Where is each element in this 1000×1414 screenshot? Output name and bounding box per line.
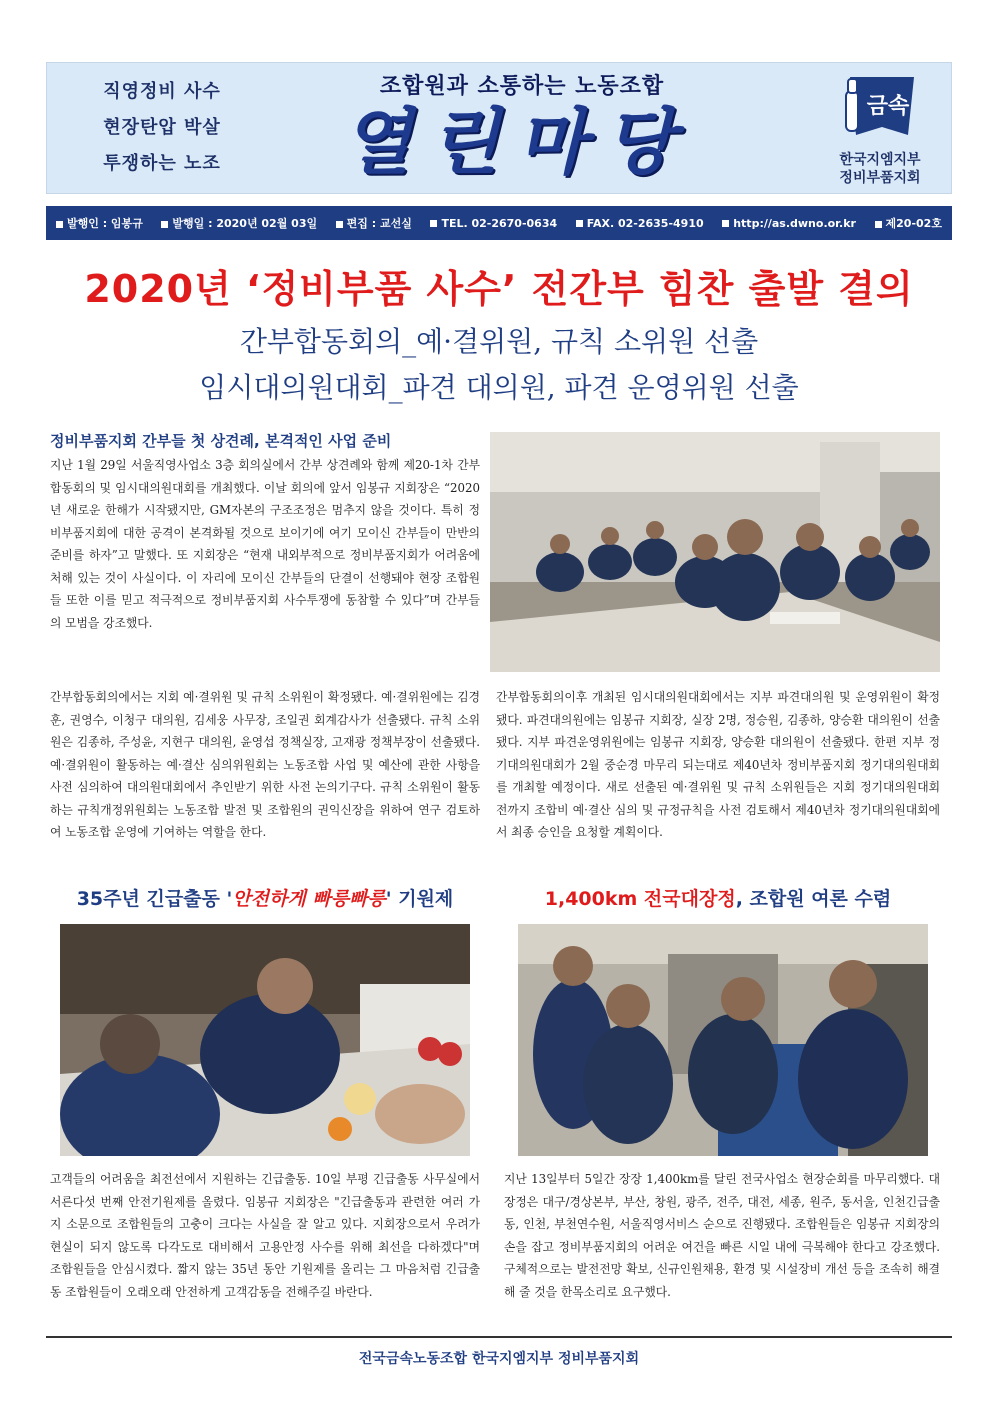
article1-paragraph-1: 지난 1월 29일 서울직영사업소 3층 회의실에서 간부 상견례와 함께 제20-1차 간부합동회의 및 임시대의원대회를 개최했다. 이날 회의에 앞서 임봉규 지회장은 “2020년 새로운 한해가 시작됐지만, GM자본의 구조조정은 멈추지 않을 것이다. 특히 정비부품지회에 대한 공격이 본격화될 것으로 보이기에 여기 모이신 간부들이 만반의 준비를 하자”고 말했다. 또 지회장은 “현재 내외부적으로 정비부품지회가 어려움에 처해 있는 것이 사실이다. 이 자리에 모이신 간부들의 단결이 선행돼야 현장 조합원들 또한 이를 믿고 적극적으로 정비부품지회 사수투쟁에 동참할 수 있다”며 간부들의 모범을 강조했다. — [50, 458, 480, 630]
issue-number: 제20-02호 — [875, 215, 942, 231]
footer-divider — [46, 1336, 952, 1338]
meeting-photo — [490, 432, 940, 672]
publish-date: 발행일 : 2020년 02월 03일 — [161, 215, 317, 231]
subheadline-1: 간부합동회의_예·결위원, 규칙 소위원 선출 — [239, 325, 759, 358]
article1-paragraph-3: 간부합동회의이후 개최된 임시대의원대회에서는 지부 파견대의원 및 운영위원이 확정됐다. 파견대의원에는 임봉규 지회장, 실장 2명, 정승원, 김종하, 양승환 대의원이 선출됐다. 지부 파견운영위원에는 임봉규 지회장, 양승환 대의원이 선출됐다. 한편 지부 정기대의원대회가 2월 중순경 마무리 되는대로 제40년차 정비부품지회 정기대의원대회를 개최할 예정이다. 새로 선출된 예·결위원 및 규칙 소위원들은 지회 정기대의원대회 전까지 조합비 예·결산 심의 및 규정규칙을 사전 검토해서 제40년차 정기대의원대회에서 최종 승인을 요청할 계획이다. — [496, 690, 940, 839]
org-name-1: 한국지엠지부 — [839, 152, 921, 168]
article2-heading: 35주년 긴급출동 '안전하게 빠릉빠릉' 기원제 — [76, 888, 454, 910]
subheadline-2: 임시대의원대회_파견 대의원, 파견 운영위원 선출 — [199, 371, 799, 404]
slogan-3: 투쟁하는 노조 — [103, 153, 221, 174]
website-link[interactable]: http://as.dwno.or.kr — [722, 217, 856, 230]
article1-paragraph-2: 간부합동회의에서는 지회 예·결위원 및 규칙 소위원이 확정됐다. 예·결위원에는 김경훈, 권영수, 이청구 대의원, 김세웅 사무장, 조일권 회계감사가 선출됐다. 규칙 소위원은 김종하, 주성윤, 지현구 대의원, 윤영섭 정책실장, 고재광 정책부장이 선출됐다. 예·결위원이 활동하는 예·결산 심의위원회는 노동조합 사업 및 예산에 관한 사항을 사전 심의하여 대의원대회에서 추인받기 위한 사전 논의기구다. 규칙 소위원이 활동하는 규칙개정위원회는 노동조합 발전 및 조합원의 권익신장을 위하여 연구 검토하여 노동조합 운영에 기여하는 역할을 한다. — [50, 690, 480, 839]
slogan-1: 직영정비 사수 — [103, 81, 221, 102]
article1-heading: 정비부품지회 간부들 첫 상견례, 본격적인 사업 준비 — [50, 432, 392, 450]
publisher: 발행인 : 임봉규 — [56, 215, 143, 231]
editor: 편집 : 교선실 — [336, 215, 412, 231]
footer-organization: 전국금속노동조합 한국지엠지부 정비부품지회 — [358, 1351, 640, 1367]
org-name-2: 정비부품지회 — [839, 170, 921, 186]
masthead-tagline: 조합원과 소통하는 노동조합 — [379, 74, 665, 99]
union-logo-icon — [842, 71, 922, 143]
telephone: TEL. 02-2670-0634 — [430, 217, 557, 230]
masthead — [46, 62, 952, 194]
newspaper-title: 열린마당 — [341, 100, 693, 184]
fax: FAX. 02-2635-4910 — [576, 217, 704, 230]
article3-body: 지난 13일부터 5일간 장장 1,400km를 달린 전국사업소 현장순회를 마무리했다. 대장정은 대구/경상본부, 부산, 창원, 광주, 전주, 대전, 세종, 원주, 동서울, 인천긴급출동, 인천, 부천연수원, 서울직영서비스 순으로 진행됐다. 조합원들은 임봉규 지회장의 손을 잡고 정비부품지회의 어려운 여건을 빠른 시일 내에 극복해야 한다고 강조했다. 구체적으로는 발전전망 확보, 신규인원채용, 환경 및 시설장비 개선 등을 조속히 해결해 줄 것을 한목소리로 요구했다. — [504, 1172, 940, 1299]
article3-heading: 1,400km 전국대장정, 조합원 여론 수렴 — [544, 888, 892, 910]
article2-body: 고객들의 어려움을 최전선에서 지원하는 긴급출동. 10일 부평 긴급출동 사무실에서 서른다섯 번째 안전기원제를 올렸다. 임봉규 지회장은 "긴급출동과 관련한 여러 가지 소문으로 조합원들의 고충이 크다는 사실을 잘 알고 있다. 지회장으로서 우려가 현실이 되지 않도록 다각도로 대비해서 고용안정 사수를 위해 최선을 다하겠다"며 조합원들을 안심시켰다. 짧지 않는 35년 동안 기원제를 올리는 그 마음처럼 긴급출동 조합원들이 오래오래 안전하게 고객감동을 전해주길 바란다. — [50, 1172, 480, 1299]
main-headline: 2020년 ‘정비부품 사수’ 전간부 힘찬 출발 결의 — [84, 267, 914, 311]
info-bar — [46, 206, 952, 240]
logo-text: 금속 — [866, 94, 910, 119]
tour-photo — [518, 924, 928, 1156]
ceremony-photo — [60, 924, 470, 1156]
slogan-2: 현장탄압 박살 — [103, 117, 221, 138]
